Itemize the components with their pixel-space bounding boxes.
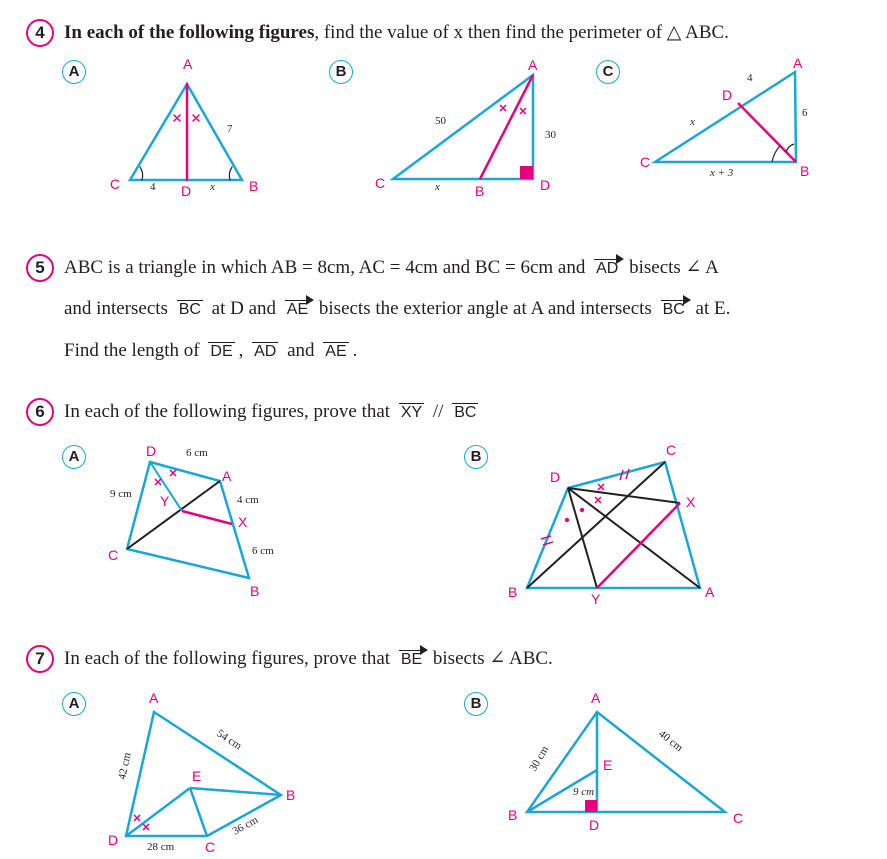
vertex-label: D [108,832,119,848]
figure-7b [508,690,743,833]
side-length: x [210,181,215,193]
vertex-label: X [238,514,248,530]
question-number: 6 [26,398,54,426]
question-text [64,638,867,680]
vertex-label: E [192,768,202,784]
vertex-label: D [181,183,192,199]
text: at D and [211,298,277,319]
question-lead: In each of the following figures [64,22,315,43]
segment-xy: XY [400,404,423,421]
side-length: 4 cm [237,494,259,506]
vertex-label: A [183,56,193,72]
side-length: 6 cm [252,545,274,557]
triangle-figure-4c [640,55,809,179]
vertex-label: A [149,690,159,706]
question-text [64,391,867,433]
vertex-label: B [250,583,260,599]
vertex-label: D [589,817,600,833]
figure-7a [108,690,295,855]
side-length: x + 3 [710,167,734,179]
text: ABC is a triangle in which AB = 8cm, AC = 4cm and BC = 6cm and [64,257,586,278]
side-length: 9 cm [573,786,595,798]
figure-badge: A [62,445,86,469]
side-length: 42 cm [116,751,134,781]
vertex-label: C [640,154,651,170]
quadrilateral-figure-6b [508,442,715,607]
side-length: 30 [545,129,556,141]
text: bisects ∠ A [629,257,719,278]
vertex-label: A [591,690,601,706]
text: and intersects [64,298,168,319]
ray-ae: AE [286,301,309,318]
vertex-label: D [722,87,733,103]
side-length: 40 cm [656,727,685,755]
vertex-label: C [733,810,744,826]
vertex-label: D [146,443,157,459]
side-length: 36 cm [230,813,261,838]
vertex-label: D [540,177,551,193]
figure-badge: A [62,692,86,716]
question-line-1 [64,247,867,289]
ray-bc: BC [662,301,685,318]
side-length: 54 cm [214,727,244,753]
question-line-2 [64,288,867,330]
vertex-label: B [800,163,810,179]
segment-bc: BC [454,404,477,421]
ray-be: BE [400,651,423,668]
triangle-figure-4b [375,57,557,199]
side-length: x [435,181,440,193]
side-length: 30 cm [527,743,552,774]
text: at E. [695,298,731,319]
quadrilateral-figure-6a [108,443,274,599]
vertex-label: C [110,176,121,192]
text: In each of the following figures, prove that [64,401,391,422]
vertex-label: A [793,55,803,71]
vertex-label: B [508,807,518,823]
vertex-label: B [475,183,485,199]
vertex-label: D [550,469,561,485]
segment-ad: AD [254,343,277,360]
figure-badge: B [464,445,488,469]
text: Find the length of [64,340,200,361]
side-length: 9 cm [110,488,132,500]
figure-badge: C [596,60,620,84]
side-length: 7 [227,123,233,135]
vertex-label: C [108,547,119,563]
vertex-label: Y [591,591,601,607]
vertex-label: A [528,57,538,73]
side-length: x [690,116,695,128]
vertex-label: B [508,584,518,600]
question-number: 7 [26,645,54,673]
text: In each of the following figures, prove that [64,648,391,669]
text: bisects the exterior angle at A and intersects [318,298,652,319]
side-length: 50 [435,115,446,127]
vertex-label: Y [160,493,170,509]
figure-badge: A [62,60,86,84]
side-length: 6 cm [186,447,208,459]
question-line-3 [64,330,867,372]
ray-ad: AD [596,260,619,277]
text: bisects ∠ ABC. [432,648,553,669]
figure-badge: B [464,692,488,716]
question-number: 5 [26,254,54,282]
vertex-label: B [249,178,259,194]
segment-ae: AE [325,343,347,360]
vertex-label: X [686,494,696,510]
question-rest: , find the value of x then find the perimeter of △ ABC. [314,22,729,43]
vertex-label: A [222,468,232,484]
parallel-symbol: // [432,401,444,422]
side-length: 6 [802,107,808,119]
question-number: 4 [26,19,54,47]
vertex-label: C [205,839,216,855]
vertex-label: E [603,757,613,773]
side-length: 4 [150,181,156,193]
vertex-label: B [286,787,296,803]
vertex-label: C [666,442,677,458]
segment-de: DE [210,343,233,360]
text: , [238,340,244,361]
segment-bc: BC [178,301,201,318]
triangle-figure-4a [110,56,258,199]
text: . [352,340,358,361]
vertex-label: C [375,175,386,191]
side-length: 4 [747,72,753,84]
side-length: 28 cm [147,841,175,853]
vertex-label: A [705,584,715,600]
figure-badge: B [329,60,353,84]
text: and [287,340,315,361]
